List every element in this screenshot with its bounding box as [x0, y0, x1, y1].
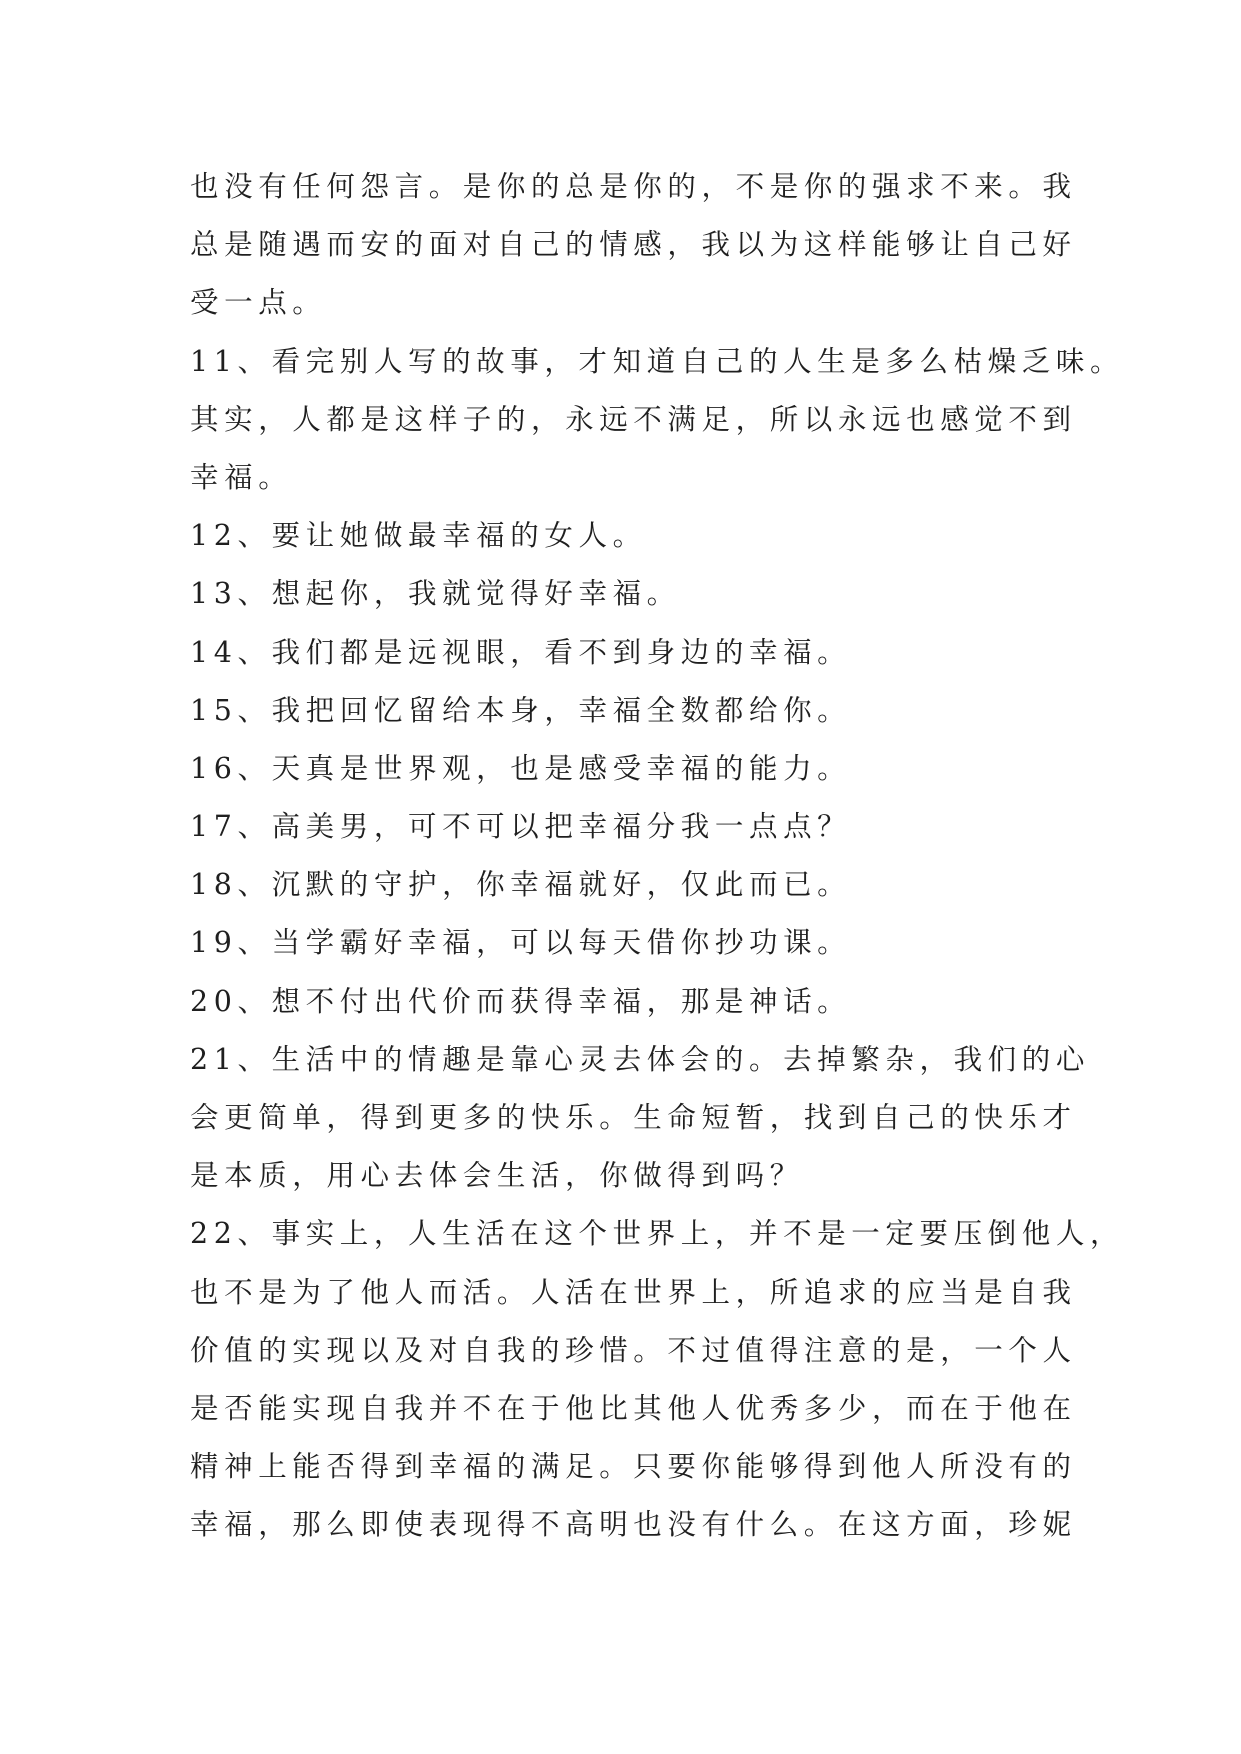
text-line: 是否能实现自我并不在于他比其他人优秀多少，而在于他在: [190, 1391, 1077, 1425]
text-line: 幸福。: [190, 460, 293, 494]
text-line: 总是随遇而安的面对自己的情感，我以为这样能够让自己好: [190, 228, 1077, 262]
item-15-line: 15、我把回忆留给本身，幸福全数都给你。: [190, 693, 852, 727]
text-line: 会更简单，得到更多的快乐。生命短暂，找到自己的快乐才: [190, 1101, 1077, 1134]
item-14-line: 14、我们都是远视眼，看不到身边的幸福。: [190, 635, 852, 669]
item-12-line: 12、要让她做最幸福的女人。: [190, 519, 647, 553]
text-line: 精神上能否得到幸福的满足。只要你能够得到他人所没有的: [190, 1450, 1077, 1484]
text-line: 也没有任何怨言。是你的总是你的，不是你的强求不来。我: [190, 170, 1077, 203]
item-21-line: 21、生活中的情趣是靠心灵去体会的。去掉繁杂，我们的心: [190, 1042, 1090, 1076]
item-11-line: 11、看完别人写的故事，才知道自己的人生是多么枯燥乏味。: [190, 344, 1125, 378]
text-line: 也不是为了他人而活。人活在世界上，所追求的应当是自我: [190, 1275, 1077, 1309]
text-line: 价值的实现以及对自我的珍惜。不过值得注意的是，一个人: [190, 1333, 1077, 1367]
text-line: 是本质，用心去体会生活，你做得到吗？: [190, 1159, 804, 1193]
item-22-line: 22、事实上，人生活在这个世界上，并不是一定要压倒他人，: [190, 1217, 1125, 1251]
text-line: 其实，人都是这样子的，永远不满足，所以永远也感觉不到: [190, 402, 1077, 436]
item-18-line: 18、沉默的守护，你幸福就好，仅此而已。: [190, 868, 852, 902]
item-17-line: 17、高美男，可不可以把幸福分我一点点？: [190, 810, 852, 844]
text-line: 幸福，那么即使表现得不高明也没有什么。在这方面，珍妮: [190, 1508, 1077, 1542]
text-line: 受一点。: [190, 286, 327, 320]
item-20-line: 20、想不付出代价而获得幸福，那是神话。: [190, 984, 852, 1018]
body-text: [190, 158, 1125, 1555]
item-19-line: 19、当学霸好幸福，可以每天借你抄功课。: [190, 926, 852, 960]
item-16-line: 16、天真是世界观，也是感受幸福的能力。: [190, 751, 852, 785]
item-13-line: 13、想起你，我就觉得好幸福。: [190, 577, 681, 611]
